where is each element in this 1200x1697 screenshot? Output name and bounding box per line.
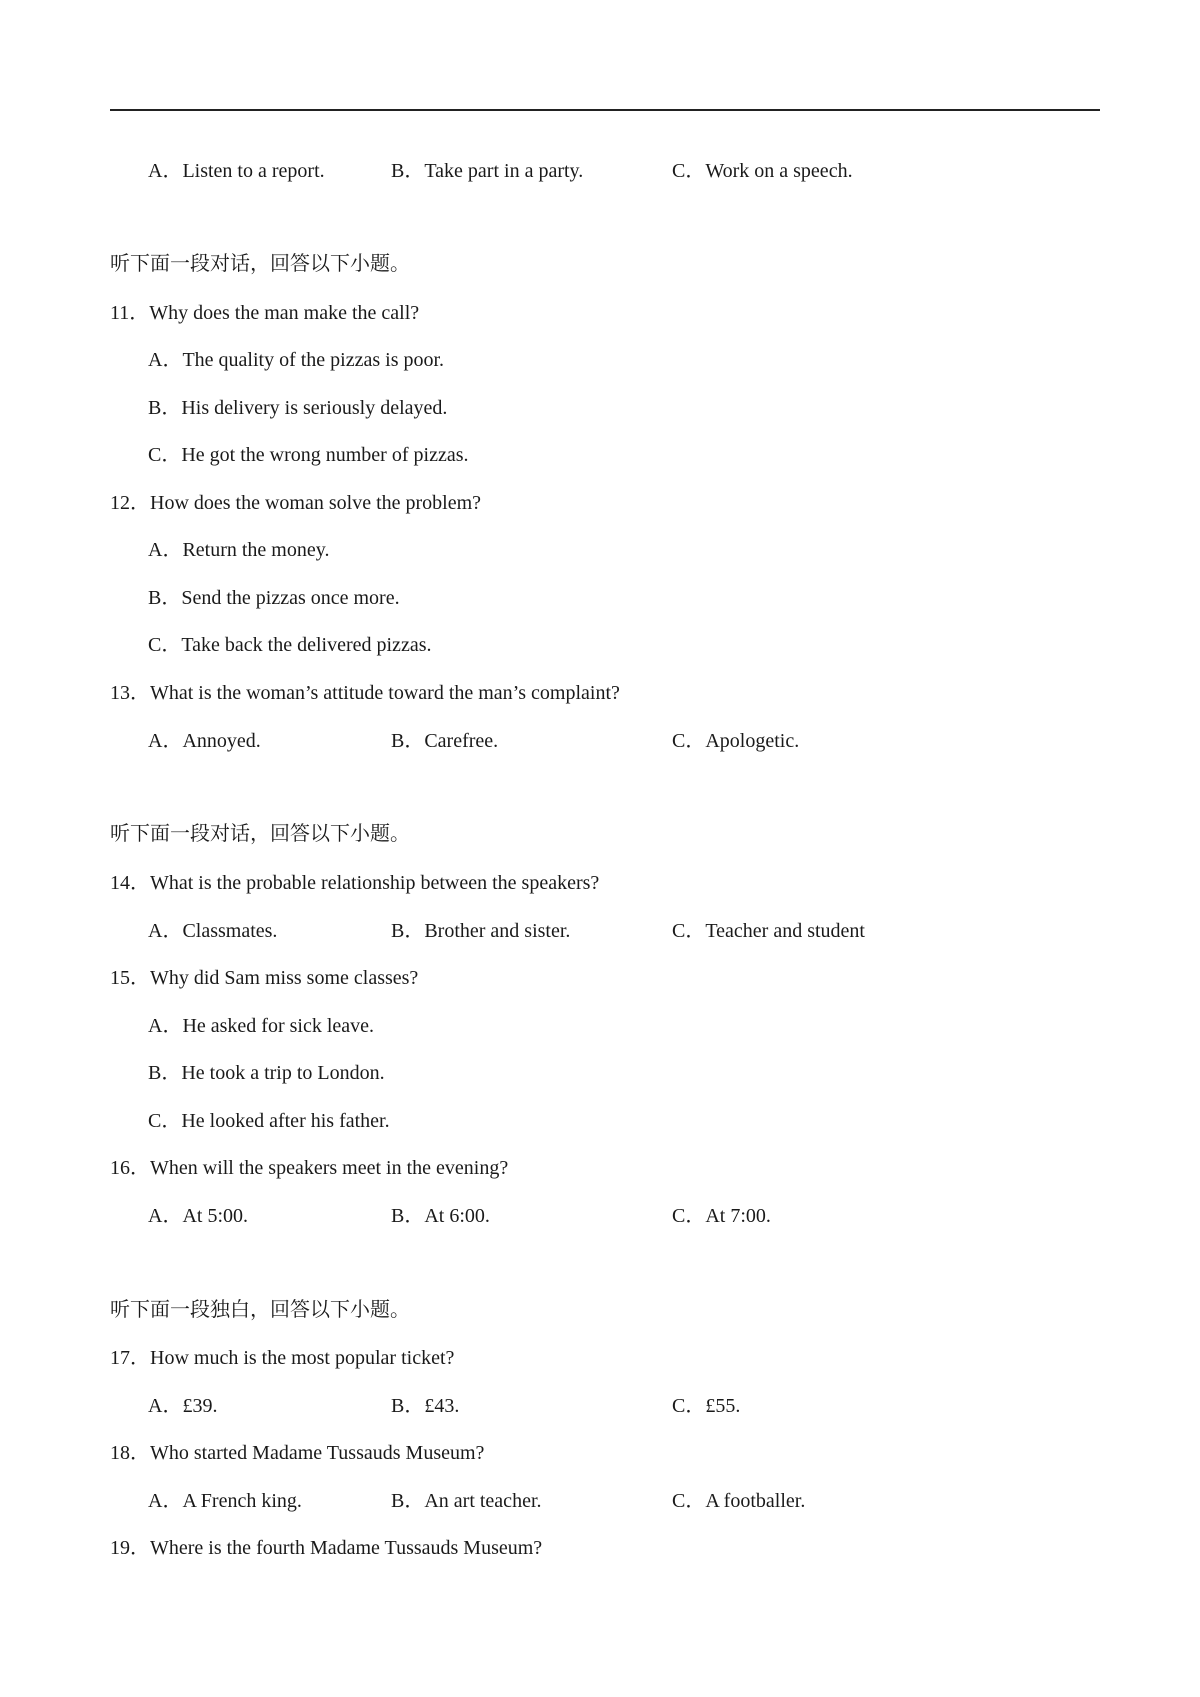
option-a[interactable]: A．Return the money. — [148, 539, 330, 561]
option-b[interactable]: B．Take part in a party. — [391, 160, 584, 182]
question-13: 13．What is the woman’s attitude toward the man’s complaint? — [110, 682, 620, 704]
option-c[interactable]: C．Work on a speech. — [672, 160, 853, 182]
option-a[interactable]: A．A French king. — [148, 1490, 302, 1512]
option-b[interactable]: B．An art teacher. — [391, 1490, 542, 1512]
option-b[interactable]: B．His delivery is seriously delayed. — [148, 397, 448, 419]
option-a[interactable]: A．£39. — [148, 1395, 218, 1417]
option-c[interactable]: C．He got the wrong number of pizzas. — [148, 444, 469, 466]
option-c[interactable]: C．£55. — [672, 1395, 741, 1417]
option-a[interactable]: A．Annoyed. — [148, 730, 261, 752]
option-b[interactable]: B．Carefree. — [391, 730, 499, 752]
option-a[interactable]: A．At 5:00. — [148, 1205, 248, 1227]
question-11: 11．Why does the man make the call? — [110, 302, 420, 324]
header-rule — [110, 109, 1100, 111]
option-b[interactable]: B．He took a trip to London. — [148, 1062, 385, 1084]
option-c[interactable]: C．At 7:00. — [672, 1205, 771, 1227]
option-b[interactable]: B．£43. — [391, 1395, 460, 1417]
option-a[interactable]: A．The quality of the pizzas is poor. — [148, 349, 445, 371]
section-heading: 听下面一段对话，回答以下小题。 — [110, 823, 410, 845]
question-17: 17．How much is the most popular ticket? — [110, 1347, 455, 1369]
option-c[interactable]: C．Take back the delivered pizzas. — [148, 634, 432, 656]
options-row — [0, 727, 1200, 755]
option-c[interactable]: C．He looked after his father. — [148, 1110, 390, 1132]
option-c[interactable]: C．A footballer. — [672, 1490, 806, 1512]
option-b[interactable]: B．Send the pizzas once more. — [148, 587, 400, 609]
question-14: 14．What is the probable relationship between the speakers? — [110, 872, 600, 894]
question-19: 19．Where is the fourth Madame Tussauds Museum? — [110, 1537, 543, 1559]
option-b[interactable]: B．At 6:00. — [391, 1205, 490, 1227]
option-a[interactable]: A．Classmates. — [148, 920, 278, 942]
question-18: 18．Who started Madame Tussauds Museum? — [110, 1442, 485, 1464]
section-heading: 听下面一段独白，回答以下小题。 — [110, 1299, 410, 1321]
section-heading: 听下面一段对话，回答以下小题。 — [110, 253, 410, 275]
options-row — [0, 917, 1200, 945]
option-c[interactable]: C．Apologetic. — [672, 730, 800, 752]
question-12: 12．How does the woman solve the problem? — [110, 492, 482, 514]
option-b[interactable]: B．Brother and sister. — [391, 920, 571, 942]
options-row — [0, 157, 1200, 185]
option-a[interactable]: A．Listen to a report. — [148, 160, 325, 182]
options-row — [0, 1487, 1200, 1515]
options-row — [0, 1202, 1200, 1230]
option-c[interactable]: C．Teacher and student — [672, 920, 865, 942]
question-16: 16．When will the speakers meet in the evening? — [110, 1157, 509, 1179]
option-a[interactable]: A．He asked for sick leave. — [148, 1015, 375, 1037]
question-15: 15．Why did Sam miss some classes? — [110, 967, 419, 989]
options-row — [0, 1392, 1200, 1420]
